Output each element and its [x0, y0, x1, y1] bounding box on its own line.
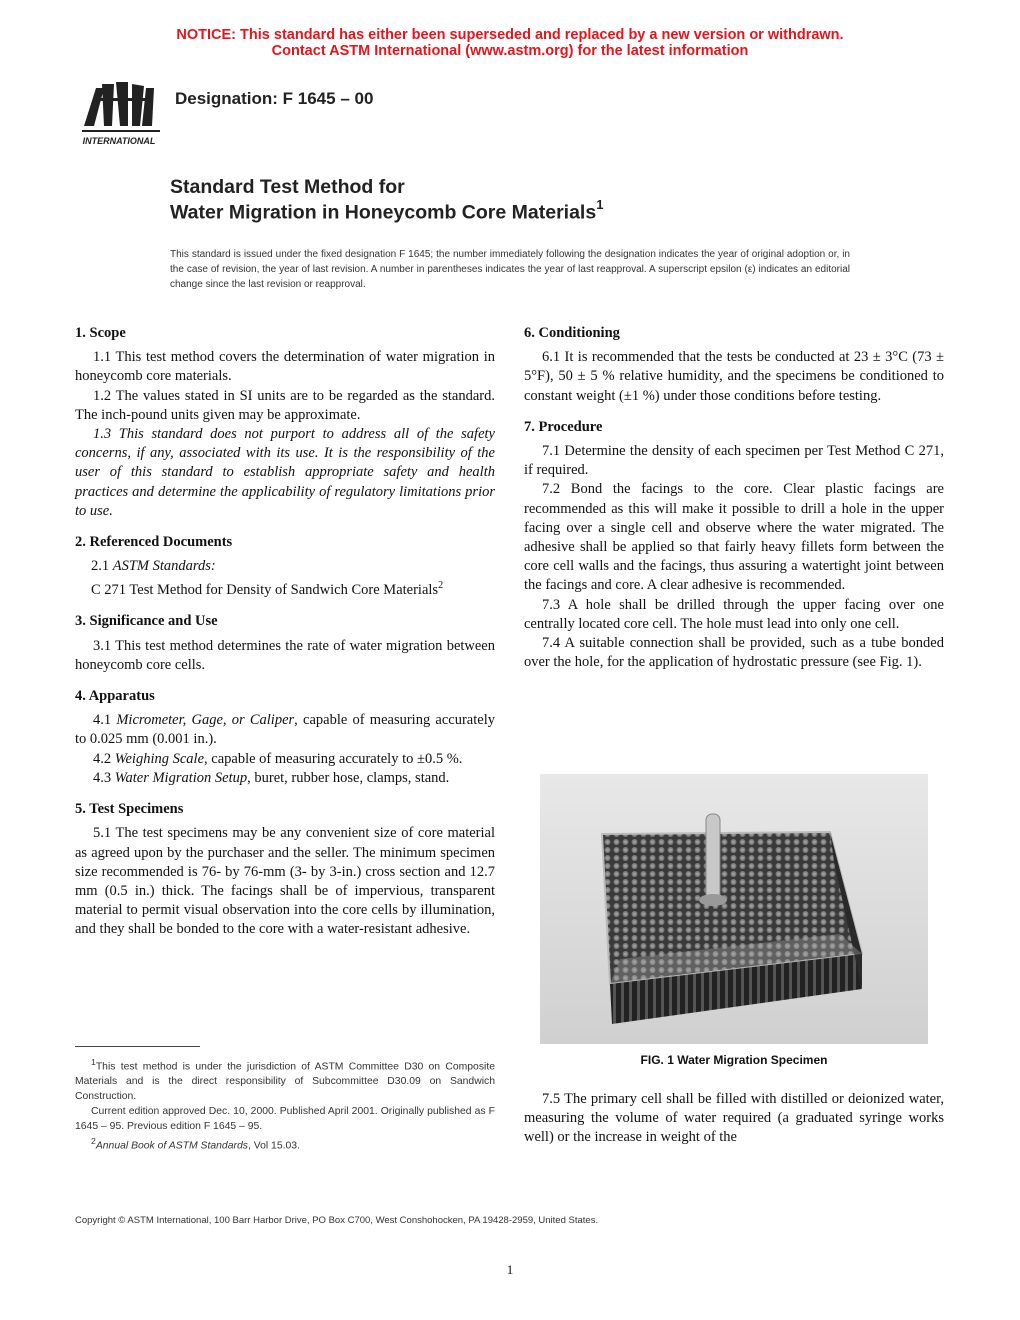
- para-4-2: [75, 750, 495, 769]
- para-4-3-rest: , buret, rubber hose, clamps, stand.: [247, 769, 450, 786]
- logo-text: INTERNATIONAL: [82, 136, 156, 146]
- left-column: [75, 324, 495, 940]
- astm-international-logo: [74, 76, 164, 148]
- reference-c271-text: C 271 Test Method for Density of Sandwich Core Materials: [91, 582, 439, 599]
- para-7-3: 7.3 A hole shall be drilled through the upper facing over one centrally located core cell. The hole must lead into only one cell.: [524, 596, 944, 632]
- footnote-2-rest: , Vol 15.03.: [247, 1140, 300, 1152]
- para-2-1: [75, 557, 495, 576]
- para-2-1-num: 2.1: [91, 558, 110, 575]
- designation: Designation: F 1645 – 00: [175, 89, 374, 108]
- para-4-1: [75, 711, 495, 749]
- footnote-2: [75, 1134, 495, 1154]
- reference-c271-sup: 2: [438, 580, 444, 592]
- page-number: 1: [506, 1262, 514, 1277]
- para-1-3: 1.3 This standard does not purport to address all of the safety concerns, if any, associated with its use. It is the responsibility of the user of this standard to establish appropriate safety and health practices and determine the applicability of regulatory limitations prior to use.: [75, 426, 495, 519]
- footnote-2-title: Annual Book of ASTM Standards: [95, 1140, 248, 1152]
- footnotes: [75, 1055, 495, 1155]
- footnote-2-mark: 2: [91, 1136, 96, 1147]
- para-4-2-rest: , capable of measuring accurately to ±0.5 %.: [204, 750, 463, 767]
- para-4-3-num: 4.3: [93, 769, 112, 786]
- notice-line-2: Contact ASTM International (www.astm.org) for the latest information: [271, 43, 749, 59]
- para-4-2-term: Weighing Scale: [114, 750, 205, 767]
- title-footnote-mark: 1: [596, 197, 604, 212]
- para-2-1-text: ASTM Standards:: [112, 558, 216, 575]
- para-7-1: 7.1 Determine the density of each specimen per Test Method C 271, if required.: [524, 443, 944, 479]
- section-4-heading: 4. Apparatus: [75, 688, 155, 705]
- abstract: This standard is issued under the fixed designation F 1645; the number immediately following the designation indicates the year of original adoption or, in the case of revision, the year of last revision. A number in parentheses indicates the year of last reapproval. A superscript epsilon (ε) indicates an editorial change since the last revision or reapproval.: [170, 249, 850, 290]
- para-1-2: 1.2 The values stated in SI units are to be regarded as the standard. The inch-pound units given may be approximate.: [75, 387, 495, 423]
- para-1-1: 1.1 This test method covers the determination of water migration in honeycomb core materials.: [75, 349, 495, 385]
- title-line-2: [170, 199, 603, 225]
- figure-caption: FIG. 1 Water Migration Specimen: [640, 1053, 828, 1067]
- footnote-rule: [75, 1046, 200, 1047]
- para-4-1-rest: , capable of measuring accurately to 0.025 mm (0.001 in.).: [75, 712, 495, 748]
- para-3-1: 3.1 This test method determines the rate of water migration between honeycomb core cells.: [75, 637, 495, 673]
- reference-c271: [75, 576, 495, 600]
- footnote-1-mark: 1: [91, 1057, 96, 1067]
- footnote-1-text: This test method is under the jurisdiction of ASTM Committee D30 on Composite Materials and is the direct responsibility of Subcommittee D30.09 on Sandwich Construction.: [75, 1061, 495, 1103]
- para-4-3-term: Water Migration Setup: [114, 769, 248, 786]
- right-column: [524, 324, 944, 672]
- section-7-heading: 7. Procedure: [524, 418, 603, 435]
- para-4-1-term: Micrometer, Gage, or Caliper: [116, 712, 295, 729]
- para-5-1: 5.1 The test specimens may be any convenient size of core material as agreed upon by the purchaser and the seller. The minimum specimen size recommended is 76- by 76-mm (3- by 3-in.) cross section and 12.7 mm (0.5 in.) thick. The facings shall be of impervious, transparent material to permit visual observation into the core cells by illumination, and they shall be bonded to the core with a water-resistant adhesive.: [75, 825, 495, 938]
- notice-line-1: NOTICE: This standard has either been superseded and replaced by a new version or withdrawn.: [176, 27, 844, 43]
- para-4-3: [75, 769, 495, 788]
- para-4-2-num: 4.2: [93, 750, 112, 767]
- section-5-heading: 5. Test Specimens: [75, 801, 184, 818]
- title-text: Water Migration in Honeycomb Core Materials: [170, 201, 597, 224]
- para-6-1: 6.1 It is recommended that the tests be conducted at 23 ± 3°C (73 ± 5°F), 50 ± 5 % relative humidity, and the specimens be conditioned to constant weight (±1 %) under those conditions before testing.: [524, 349, 944, 404]
- section-2-heading: 2. Referenced Documents: [75, 534, 233, 551]
- section-1-heading: 1. Scope: [75, 325, 126, 341]
- right-column-bottom: [524, 1090, 944, 1148]
- para-7-5: 7.5 The primary cell shall be filled with distilled or deionized water, measuring the volume of water required (a graduated syringe works well) or the increase in weight of the: [524, 1091, 944, 1146]
- copyright: Copyright © ASTM International, 100 Barr Harbor Drive, PO Box C700, West Conshohocken, PA 19428-2959, United States.: [75, 1215, 599, 1226]
- figure-water-migration-specimen: [540, 774, 928, 1044]
- para-7-4: 7.4 A suitable connection shall be provided, such as a tube bonded over the hole, for the application of hydrostatic pressure (see Fig. 1).: [524, 635, 944, 671]
- section-6-heading: 6. Conditioning: [524, 325, 620, 341]
- footnote-1b: Current edition approved Dec. 10, 2000. Published April 2001. Originally published as F 1645 – 95. Previous edition F 1645 – 95.: [75, 1105, 495, 1132]
- title-line-1: Standard Test Method for: [170, 176, 405, 198]
- section-3-heading: 3. Significance and Use: [75, 613, 218, 630]
- footnote-1: [75, 1055, 495, 1105]
- para-4-1-num: 4.1: [93, 712, 112, 729]
- para-7-2: 7.2 Bond the facings to the core. Clear plastic facings are recommended as this will make it possible to drill a hole in the upper facing over a single cell and observe where the water migrated. The adhesive shall be applied so that fairly heavy fillets form between the core cell walls and the facings, thus assuring a watertight joint between the facings and core. A clear adhesive is recommended.: [524, 481, 944, 594]
